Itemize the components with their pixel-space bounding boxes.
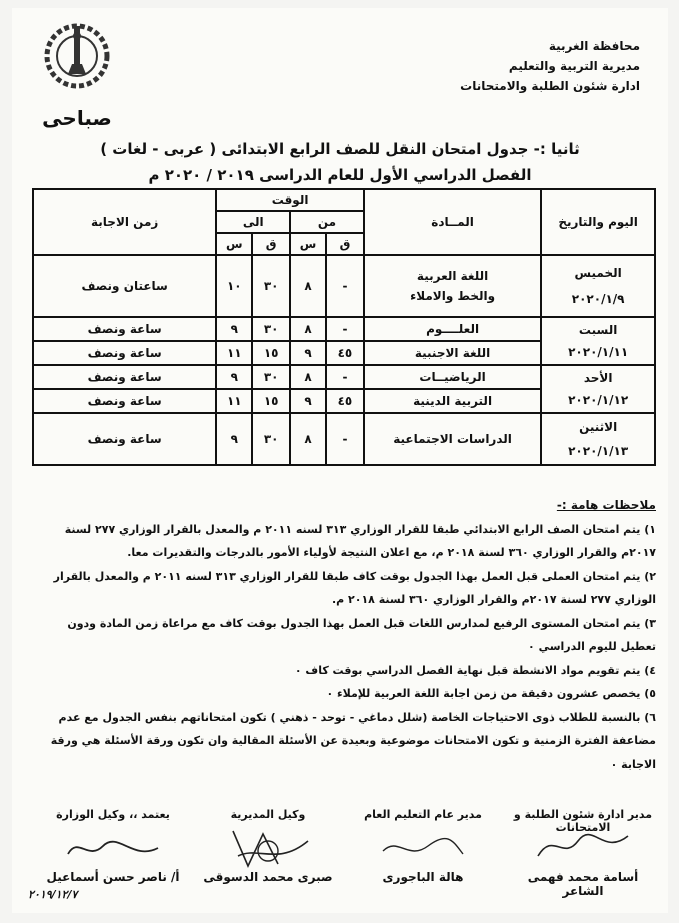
- from-minutes: -: [326, 317, 364, 341]
- from-hours: ٨: [290, 317, 326, 341]
- note-item: ٤) يتم تقويم مواد الانشطة قبل نهاية الفصل الدراسي بوقت كاف ٠: [294, 663, 656, 677]
- notes-section: [36, 494, 656, 776]
- duration-cell: ساعة ونصف: [33, 389, 216, 413]
- day-name: السبت: [578, 323, 618, 337]
- subject-line: والخط والاملاء: [410, 289, 496, 303]
- to-hours: ٩: [216, 365, 252, 389]
- header-day-date: اليوم والتاريخ: [541, 189, 655, 255]
- day-cell: [541, 317, 655, 365]
- to-hours: ٩: [216, 317, 252, 341]
- signature-title: مدير عام التعليم العام: [364, 808, 482, 821]
- from-minutes: ٤٥: [326, 389, 364, 413]
- directorate-label: مديرية التربية والتعليم: [508, 59, 640, 73]
- header-from: من: [290, 211, 364, 233]
- to-minutes: ٣٠: [252, 413, 290, 465]
- header-to-minutes: ق: [252, 233, 290, 255]
- from-minutes: -: [326, 255, 364, 317]
- signature-block: [348, 808, 498, 898]
- to-minutes: ٣٠: [252, 317, 290, 341]
- header-block: [460, 36, 640, 96]
- header-duration: زمن الاجابة: [33, 189, 216, 255]
- header-to: الى: [216, 211, 290, 233]
- signature-name: أسامة محمد فهمى الشاعر: [527, 870, 639, 898]
- note-item: ١) يتم امتحان الصف الرابع الابتدائي طبقا للقرار الوزاري ٣١٣ لسنه ٢٠١١ م والمعدل بالقرار الوزاري ٢٧٧ لسنة ٢٠١٧م والقرار الوزاري ٣٦٠ لسنة ٢٠١٨ م، مع اعلان النتيجة لأولياء الأمور بالدرجات والتقديرات معا.: [64, 522, 656, 559]
- to-hours: ١١: [216, 341, 252, 365]
- signature-block: [193, 808, 343, 898]
- subject-cell: الرياضيــات: [364, 365, 541, 389]
- duration-cell: ساعة ونصف: [33, 365, 216, 389]
- governorate-label: محافظة الغربية: [548, 39, 640, 53]
- page-subtitle: الفصل الدراسي الأول للعام الدراسى ٢٠١٩ / ٢٠٢٠ م: [148, 166, 532, 184]
- duration-cell: ساعة ونصف: [33, 341, 216, 365]
- day-cell: [541, 413, 655, 465]
- to-hours: ١٠: [216, 255, 252, 317]
- day-date: ٢٠٢٠/١/١١: [568, 345, 629, 359]
- signature-block: [38, 808, 188, 898]
- day-date: ٢٠٢٠/١/٩: [571, 292, 625, 306]
- header-time: الوقت: [216, 189, 364, 211]
- duration-cell: ساعة ونصف: [33, 413, 216, 465]
- table-row: [33, 255, 655, 317]
- note-item: ٦) بالنسبة للطلاب ذوى الاحتياجات الخاصة (شلل دماغي - توحد - ذهني ) تكون امتحاناتهم بنفس الجدول مع عدم مضاعفة الفترة الزمنية و تكون الامتحانات موضوعية وبعيدة عن الأسئلة المقالية وان تكون ورقة الأسئلة هي ورقة الاجابة ٠: [50, 710, 656, 771]
- from-minutes: -: [326, 413, 364, 465]
- day-date: ٢٠٢٠/١/١٣: [568, 444, 629, 458]
- from-minutes: -: [326, 365, 364, 389]
- page-title: ثانيا :- جدول امتحان النقل للصف الرابع الابتدائى ( عربى - لغات ): [100, 140, 580, 158]
- shift-stamp: صباحى: [42, 106, 112, 130]
- subject-line: اللغة العربية: [416, 269, 489, 283]
- handwritten-signature: [63, 826, 163, 866]
- from-hours: ٩: [290, 389, 326, 413]
- from-hours: ٨: [290, 255, 326, 317]
- logo-block: [32, 16, 122, 130]
- from-hours: ٩: [290, 341, 326, 365]
- handwritten-signature: [218, 826, 318, 870]
- day-cell: [541, 365, 655, 413]
- day-date: ٢٠٢٠/١/١٢: [568, 393, 629, 407]
- signature-date: ٢٠١٩/١٢/٧: [28, 888, 78, 901]
- handwritten-signature: [533, 826, 633, 866]
- from-minutes: ٤٥: [326, 341, 364, 365]
- signature-name: أ/ ناصر حسن أسماعيل: [46, 870, 180, 884]
- day-cell: [541, 255, 655, 317]
- document-page: [12, 8, 668, 913]
- day-name: الخميس: [574, 266, 622, 280]
- signature-title: وكيل المديرية: [230, 808, 306, 821]
- day-name: الأحد: [583, 371, 613, 385]
- duration-cell: ساعتان ونصف: [33, 255, 216, 317]
- department-label: ادارة شئون الطلبة والامتحانات: [460, 79, 640, 93]
- signature-block: [508, 808, 658, 898]
- signature-name: هالة الباجورى: [382, 870, 464, 884]
- subject-cell: [364, 255, 541, 317]
- note-item: ٥) يخصص عشرون دقيقة من زمن اجابة اللغة العربية للإملاء ٠: [326, 687, 656, 700]
- ministry-logo-icon: [42, 16, 112, 96]
- subject-cell: العلــــوم: [364, 317, 541, 341]
- note-item: ٣) يتم امتحان المستوى الرفيع لمدارس اللغات قبل العمل بهذا الجدول بوقت كاف مع مراعاة زمن المادة ودون تعطيل لليوم الدراسي ٠: [67, 616, 656, 653]
- header-to-hours: س: [216, 233, 252, 255]
- day-name: الاثنين: [579, 420, 618, 434]
- exam-schedule-table: [32, 188, 656, 466]
- from-hours: ٨: [290, 413, 326, 465]
- table-row: [33, 317, 655, 341]
- signature-title: مدير ادارة شئون الطلبة و الامتحانات: [513, 808, 653, 834]
- subject-cell: التربية الدينية: [364, 389, 541, 413]
- table-row: [33, 365, 655, 389]
- notes-heading: ملاحظات هامة :-: [556, 498, 656, 512]
- to-minutes: ٣٠: [252, 365, 290, 389]
- to-minutes: ١٥: [252, 389, 290, 413]
- signature-title: يعتمد ،، وكيل الوزارة: [56, 808, 170, 821]
- handwritten-signature: [373, 826, 473, 866]
- header-from-minutes: ق: [326, 233, 364, 255]
- signature-name: صبرى محمد الدسوقى: [203, 870, 333, 884]
- header-from-hours: س: [290, 233, 326, 255]
- from-hours: ٨: [290, 365, 326, 389]
- subject-cell: الدراسات الاجتماعية: [364, 413, 541, 465]
- to-hours: ٩: [216, 413, 252, 465]
- to-minutes: ٣٠: [252, 255, 290, 317]
- to-hours: ١١: [216, 389, 252, 413]
- to-minutes: ١٥: [252, 341, 290, 365]
- subject-cell: اللغة الاجنبية: [364, 341, 541, 365]
- header-subject: المــادة: [364, 189, 541, 255]
- table-row: [33, 413, 655, 465]
- note-item: ٢) يتم امتحان العملى قبل العمل بهذا الجدول بوقت كاف طبقا للقرار الوزاري ٣١٣ لسنه ٢٠١١ م والمعدل بالقرار الوزاري ٢٧٧ لسنة ٢٠١٧م والقرار الوزاري ٣٦٠ لسنة ٢٠١٨ م.: [53, 569, 656, 606]
- duration-cell: ساعة ونصف: [33, 317, 216, 341]
- page-titles: [12, 136, 668, 188]
